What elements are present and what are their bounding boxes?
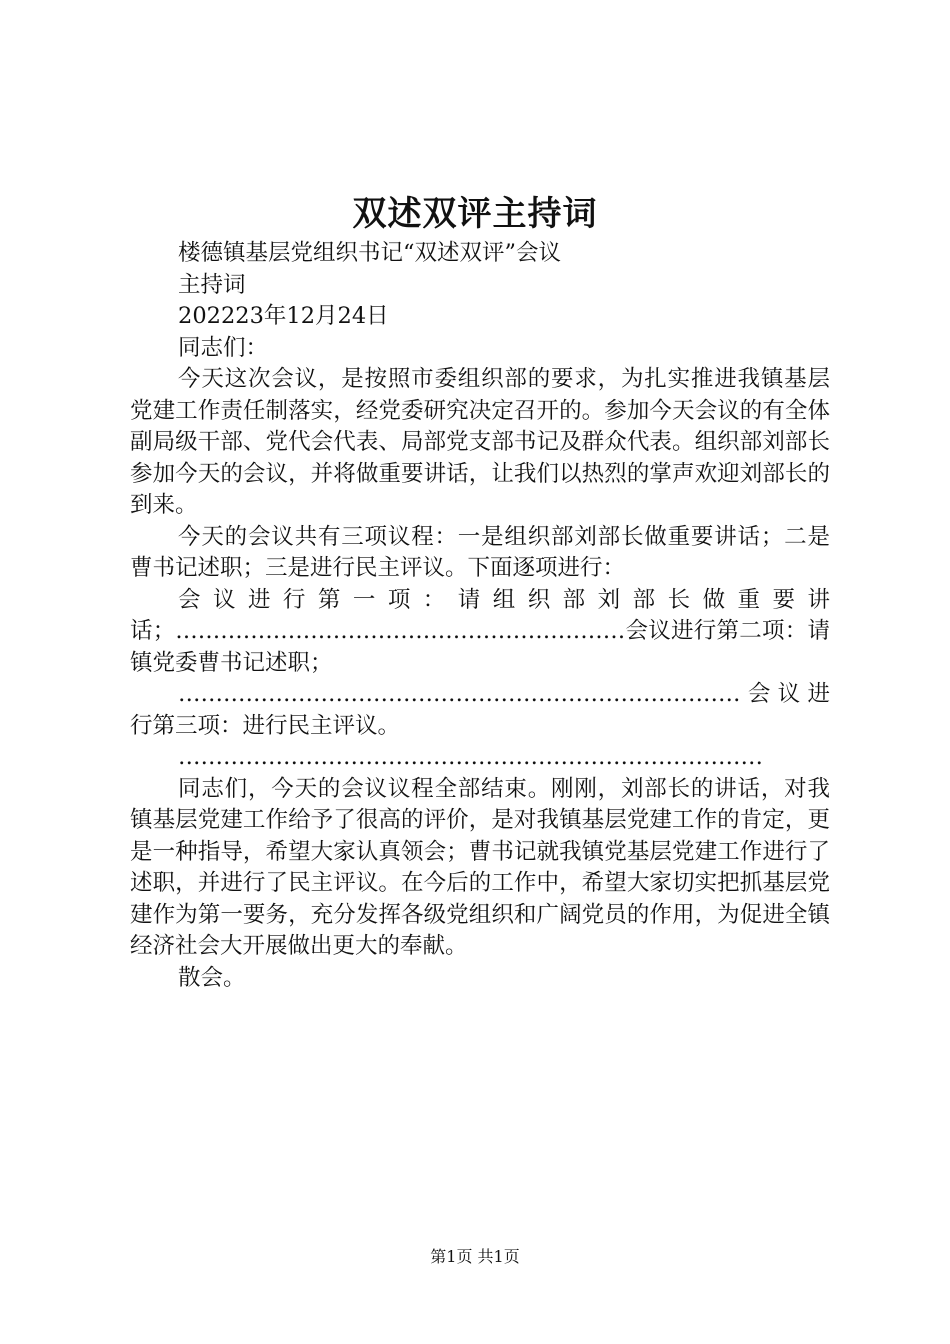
document-title: 双述双评主持词 (352, 194, 598, 234)
agenda-item-one-two: 会议进行第一项：请组织部刘部长做重要讲话；……………………………………………………会议进行第二项：请镇党委曹书记述职； (130, 586, 830, 676)
date-line: 202223年12月24日 (178, 303, 389, 329)
page-footer: 第1页 共1页 (430, 1247, 520, 1266)
opening-paragraph: 今天这次会议，是按照市委组织部的要求，为扎实推进我镇基层党建工作责任制落实，经党委研究决定召开的。参加今天会议的有全体副局级干部、党代会代表、局部党支部书记及群众代表。组织部刘部长参加今天的会议，并将做重要讲话，让我们以热烈的掌声欢迎刘部长的到来。 (130, 366, 830, 518)
agenda-item-three: …………………………………………………………………会议进行第三项：进行民主评议。 (130, 681, 830, 739)
closing-paragraph: 同志们，今天的会议议程全部结束。刚刚，刘部长的讲话，对我镇基层党建工作给予了很高的评价，是对我镇基层党建工作的肯定，更是一种指导，希望大家认真领会；曹书记就我镇党基层党建工作进行了述职，并进行了民主评议。在今后的工作中，希望大家切实把抓基层党建作为第一要务，充分发挥各级党组织和广阔党员的作用，为促进全镇经济社会大开展做出更大的奉献。 (130, 775, 830, 959)
salutation-line: 同志们： (178, 334, 269, 361)
speech-label-line: 主持词 (178, 271, 246, 298)
adjourn-line: 散会。 (178, 964, 246, 991)
meeting-name-line: 楼德镇基层党组织书记“双述双评”会议 (178, 240, 562, 266)
document-body (130, 238, 830, 994)
agenda-paragraph: 今天的会议共有三项议程：一是组织部刘部长做重要讲话；二是曹书记述职；三是进行民主评议。下面逐项进行： (130, 523, 830, 581)
dotted-separator: …………………………………………………………………… (178, 744, 763, 770)
